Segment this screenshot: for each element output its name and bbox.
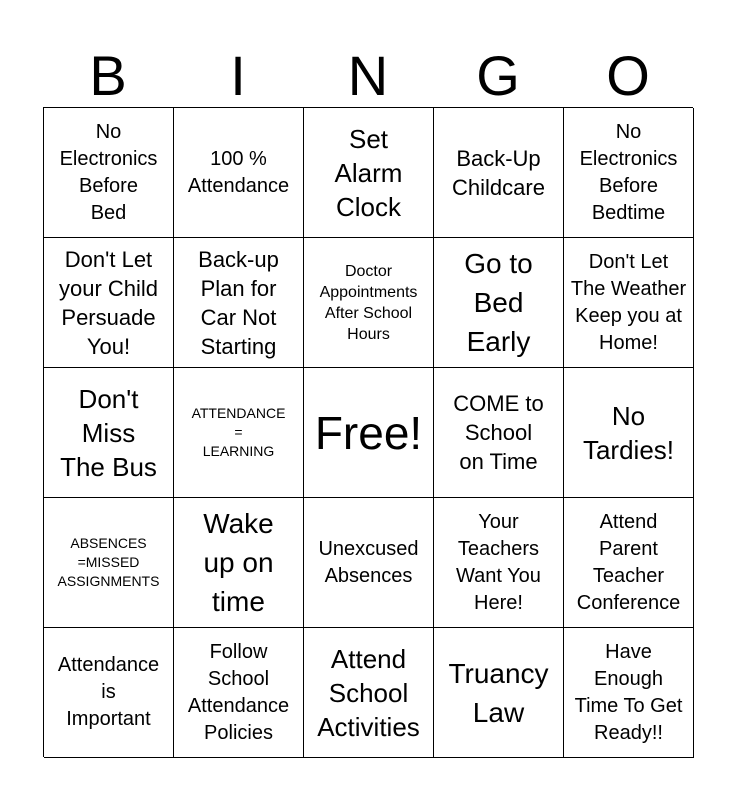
bingo-cell: ATTENDANCE = LEARNING — [174, 368, 304, 498]
bingo-cell: Have Enough Time To Get Ready!! — [564, 628, 694, 758]
bingo-cell: Don't Let your Child Persuade You! — [44, 238, 174, 368]
bingo-cell: Attendance is Important — [44, 628, 174, 758]
bingo-cell: Don't Let The Weather Keep you at Home! — [564, 238, 694, 368]
header-letter-i: I — [230, 44, 246, 107]
bingo-cell: Your Teachers Want You Here! — [434, 498, 564, 628]
header-letter-g: G — [476, 44, 520, 107]
bingo-cell: Follow School Attendance Policies — [174, 628, 304, 758]
bingo-cell: No Electronics Before Bedtime — [564, 108, 694, 238]
bingo-cell: Unexcused Absences — [304, 498, 434, 628]
bingo-cell: No Tardies! — [564, 368, 694, 498]
bingo-cell: Truancy Law — [434, 628, 564, 758]
header-letter-o: O — [606, 44, 650, 107]
header-letter-n: N — [347, 44, 389, 107]
bingo-cell: Set Alarm Clock — [304, 108, 434, 238]
bingo-cell: Wake up on time — [174, 498, 304, 628]
bingo-cell: Back-up Plan for Car Not Starting — [174, 238, 304, 368]
bingo-cell: No Electronics Before Bed — [44, 108, 174, 238]
bingo-cell: 100 % Attendance — [174, 108, 304, 238]
bingo-header — [43, 44, 693, 108]
bingo-cell: Don't Miss The Bus — [44, 368, 174, 498]
bingo-cell: Go to Bed Early — [434, 238, 564, 368]
free-space: Free! — [304, 368, 434, 498]
bingo-cell: Attend Parent Teacher Conference — [564, 498, 694, 628]
bingo-cell: Back-Up Childcare — [434, 108, 564, 238]
header-letter-b: B — [89, 44, 127, 107]
bingo-cell: Attend School Activities — [304, 628, 434, 758]
bingo-cell: ABSENCES =MISSED ASSIGNMENTS — [44, 498, 174, 628]
bingo-grid — [43, 107, 693, 757]
bingo-cell: Doctor Appointments After School Hours — [304, 238, 434, 368]
bingo-cell: COME to School on Time — [434, 368, 564, 498]
